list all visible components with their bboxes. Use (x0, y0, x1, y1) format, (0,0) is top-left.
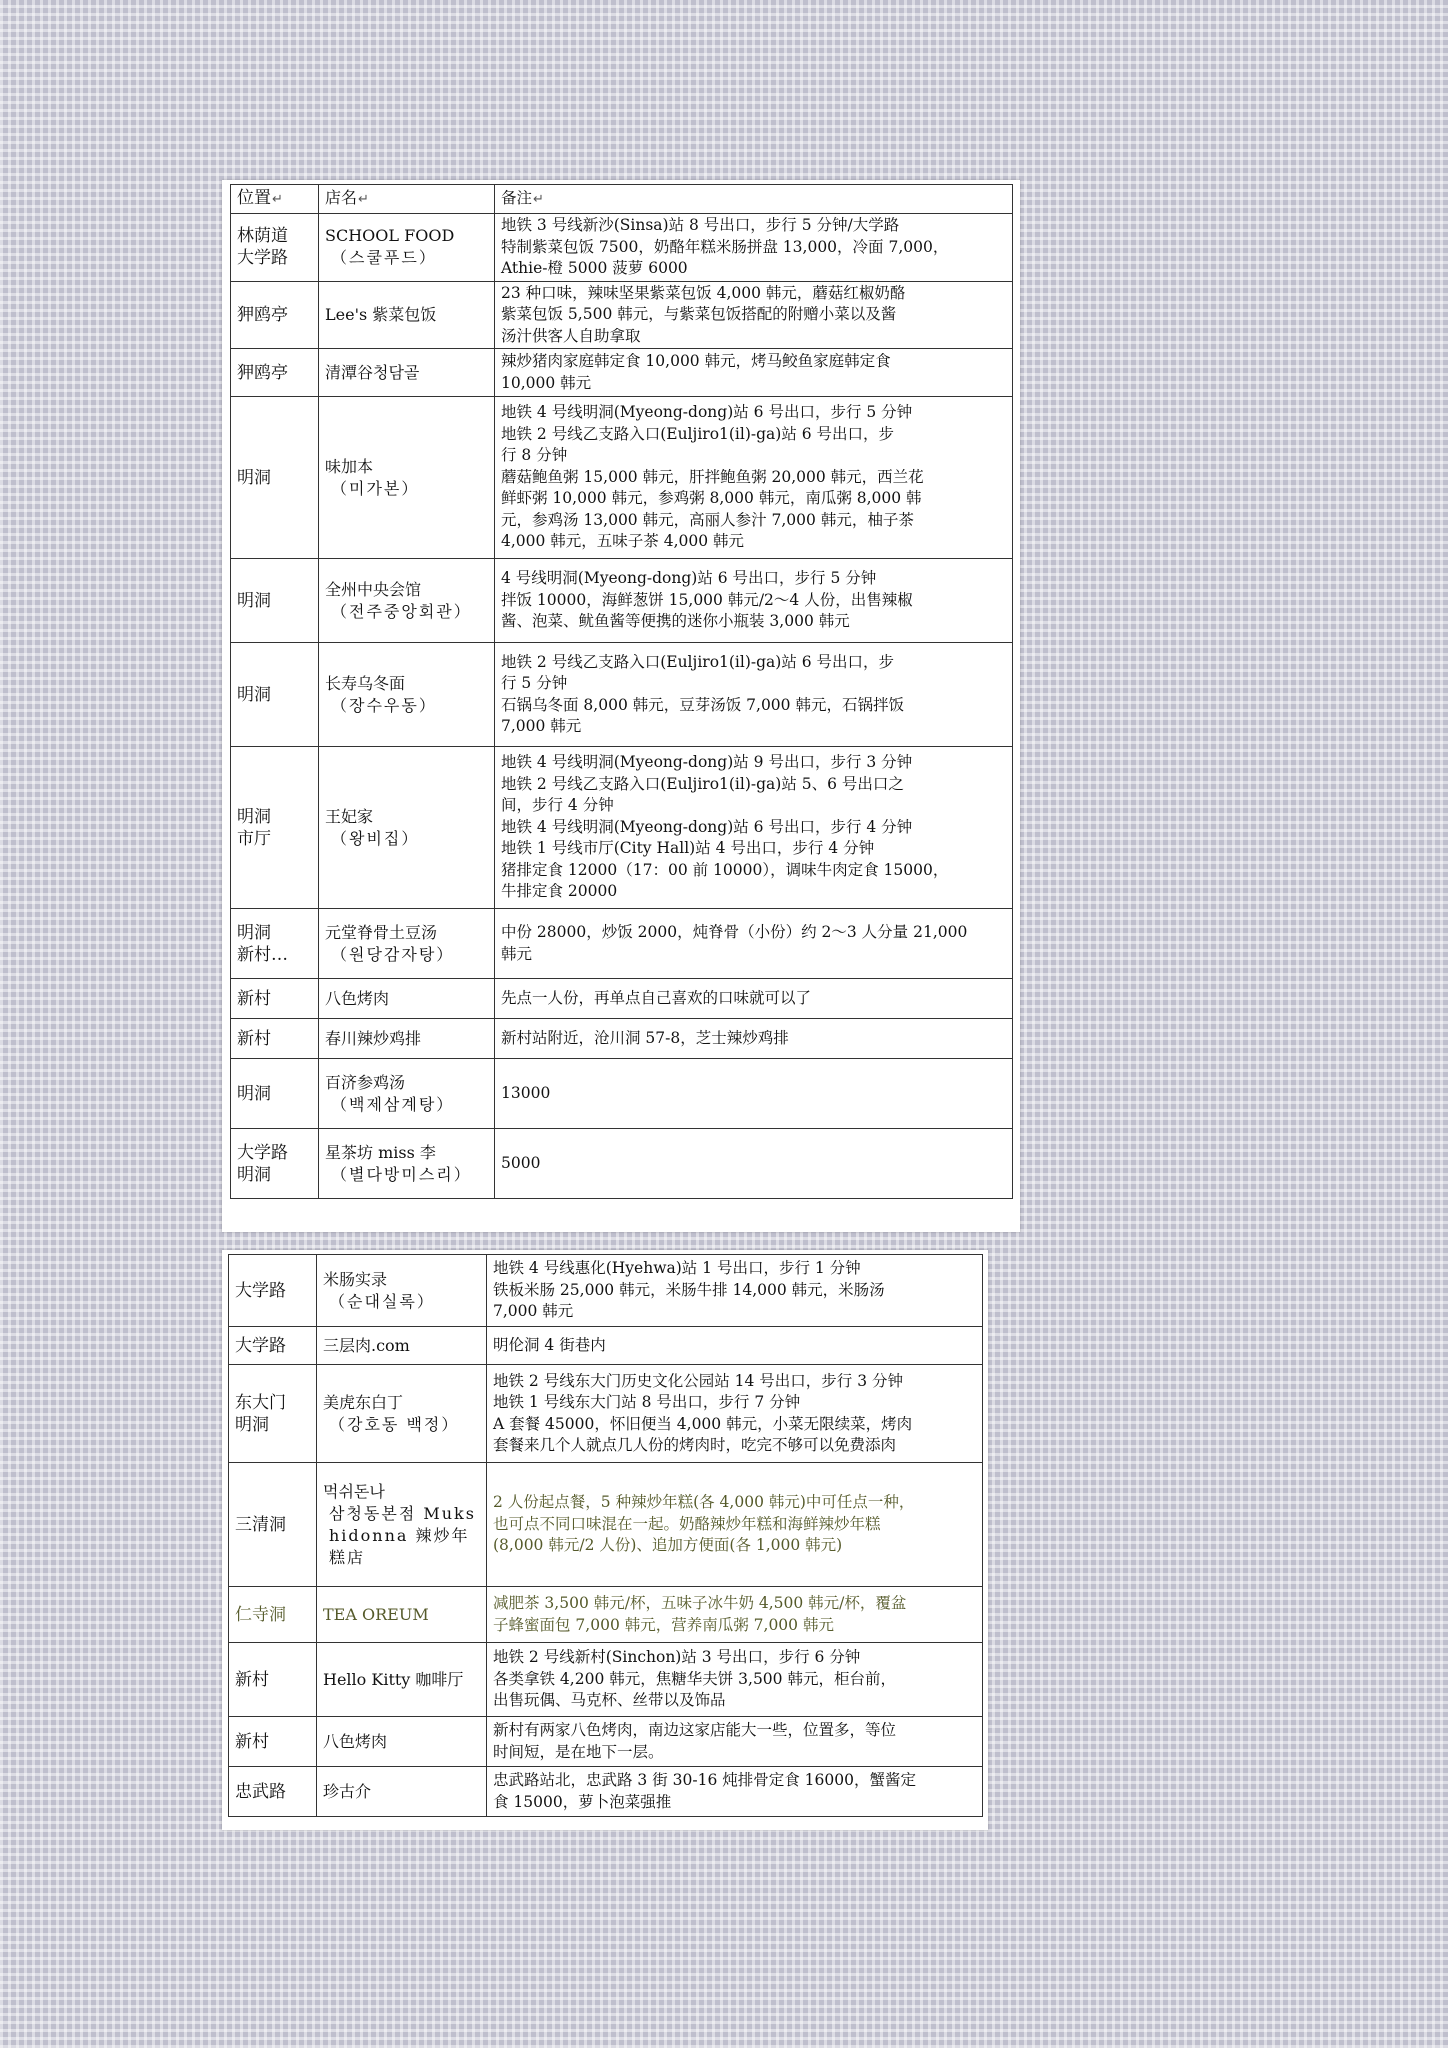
cell-line: 大学路 (235, 1335, 286, 1356)
cell-line: （스쿨푸드） (331, 248, 437, 268)
cell-line: 삼청동본점 Mukshidonna 辣炒年糕店 (329, 1503, 476, 1567)
cell-line: 新村有两家八色烤肉，南边这家店能大一些，位置多，等位 (493, 1721, 897, 1739)
cell-line: 23 种口味，辣味坚果紫菜包饭 4,000 韩元，蘑菇红椒奶酪 (501, 283, 906, 302)
cell-line: （강호동 백정） (329, 1414, 460, 1434)
restaurant-name-cell (319, 214, 495, 282)
cell-line: 春川辣炒鸡排 (325, 1028, 422, 1048)
cell-line: 中份 28000，炒饭 2000，炖脊骨（小份）约 2～3 人分量 21,000 (501, 923, 968, 941)
cell-line: 新村 (237, 988, 271, 1009)
note-cell (495, 909, 1013, 979)
cell-line: 2 人份起点餐，5 种辣炒年糕(各 4,000 韩元)中可任点一种， (493, 1493, 915, 1512)
table-row (231, 214, 1013, 282)
table-row (231, 1019, 1013, 1059)
cell-line: 长寿乌冬面 (325, 673, 406, 693)
location-cell (229, 1255, 317, 1327)
cell-line: 韩元 (501, 944, 533, 963)
note-cell (495, 747, 1013, 909)
cell-line: 新村 (237, 1028, 271, 1049)
cell-line: (8,000 韩元/2 人份)、追加方便面(各 1,000 韩元) (493, 1536, 843, 1555)
table-row (231, 979, 1013, 1019)
cell-line: 拌饭 10000，海鲜葱饼 15,000 韩元/2～4 人份，出售辣椒 (501, 590, 913, 609)
note-cell (487, 1255, 983, 1327)
cell-line: 狎鸥亭 (237, 362, 288, 383)
restaurant-name-cell (317, 1463, 487, 1587)
note-cell (495, 979, 1013, 1019)
table-row (229, 1463, 983, 1587)
cell-line: 猪排定食 12000（17：00 前 10000），调味牛肉定食 15000， (501, 860, 949, 879)
cell-line: 鲜虾粥 10,000 韩元，参鸡粥 8,000 韩元，南瓜粥 8,000 韩 (501, 489, 922, 508)
cell-line: 王妃家 (325, 806, 374, 826)
cell-line: 特制紫菜包饭 7500，奶酪年糕米肠拼盘 13,000，冷面 7,000， (501, 237, 949, 256)
cell-line: TEA OREUM (323, 1604, 429, 1624)
cell-line: 地铁 4 号线明洞(Myeong-dong)站 9 号出口，步行 3 分钟 (501, 753, 913, 772)
cell-line: 地铁 1 号线东大门站 8 号出口，步行 7 分钟 (493, 1393, 801, 1411)
note-cell (487, 1643, 983, 1717)
cell-line: Lee's 紫菜包饭 (325, 304, 437, 324)
header-name: 店名↵ (319, 185, 495, 214)
restaurant-name-cell (317, 1767, 487, 1817)
cell-line: 明洞 (235, 1414, 269, 1435)
cell-line: 13000 (501, 1083, 551, 1102)
document-page-2 (222, 1250, 988, 1830)
cell-line: （백제삼계탕） (331, 1094, 455, 1114)
cell-line: 明洞 (237, 467, 271, 488)
location-cell (229, 1327, 317, 1365)
cell-line: 먹쉬돈나 (323, 1481, 385, 1501)
cell-line: 4 号线明洞(Myeong-dong)站 6 号出口，步行 5 分钟 (501, 569, 877, 588)
location-cell (231, 397, 319, 559)
cell-line: 地铁 2 号线乙支路入口(Euljiro1(il)-ga)站 5、6 号出口之 (501, 774, 904, 793)
location-cell (231, 643, 319, 747)
table-row (231, 909, 1013, 979)
location-cell (229, 1365, 317, 1463)
table-row (231, 281, 1013, 349)
restaurant-name-cell (319, 1019, 495, 1059)
restaurant-name-cell (319, 979, 495, 1019)
restaurant-name-cell (317, 1365, 487, 1463)
cell-line: Athie-橙 5000 菠萝 6000 (501, 259, 688, 277)
cell-line: 清潭谷청담골 (325, 362, 420, 382)
cell-line: 子蜂蜜面包 7,000 韩元，营养南瓜粥 7,000 韩元 (493, 1615, 834, 1634)
cell-line: 明伦洞 4 街巷内 (493, 1335, 606, 1354)
restaurant-name-cell (319, 747, 495, 909)
cell-line: 间，步行 4 分钟 (501, 796, 614, 815)
location-cell (229, 1717, 317, 1767)
restaurant-table-1 (230, 184, 1013, 1199)
restaurant-table-2 (228, 1254, 983, 1817)
cell-line: （순대실록） (329, 1291, 435, 1311)
restaurant-name-cell (319, 643, 495, 747)
cell-line: 新村 (235, 1669, 269, 1690)
note-cell (495, 397, 1013, 559)
note-cell (495, 1019, 1013, 1059)
cell-line: （미가본） (331, 478, 420, 498)
cell-line: 元，参鸡汤 13,000 韩元，高丽人参汁 7,000 韩元，柚子茶 (501, 510, 914, 529)
location-cell (229, 1463, 317, 1587)
cell-line: 大学路 (235, 1280, 286, 1301)
cell-line: 三层肉.com (323, 1335, 410, 1355)
cell-line: 狎鸥亭 (237, 304, 288, 325)
table-row (231, 643, 1013, 747)
cell-line: 4,000 韩元，五味子茶 4,000 韩元 (501, 532, 745, 551)
cell-line: 星茶坊 miss 李 (325, 1142, 436, 1162)
table-row (229, 1587, 983, 1643)
cell-line: 忠武路 (235, 1781, 286, 1802)
table-row (231, 559, 1013, 643)
note-cell (495, 1059, 1013, 1129)
cell-line: 时间短，是在地下一层。 (493, 1742, 664, 1761)
cell-line: 辣炒猪肉家庭韩定食 10,000 韩元，烤马鲛鱼家庭韩定食 (501, 352, 891, 370)
restaurant-name-cell (317, 1255, 487, 1327)
cell-line: 八色烤肉 (325, 988, 390, 1008)
header-note: 备注↵ (495, 185, 1013, 214)
cell-line: 地铁 3 号线新沙(Sinsa)站 8 号出口，步行 5 分钟/大学路 (501, 216, 900, 234)
cell-line: 汤汁供客人自助拿取 (501, 326, 641, 345)
cell-line: 八色烤肉 (323, 1731, 388, 1751)
cell-line: 出售玩偶、马克杯、丝带以及饰品 (493, 1691, 726, 1710)
cell-line: 各类拿铁 4,200 韩元，焦糖华夫饼 3,500 韩元，柜台前， (493, 1669, 896, 1688)
table-row (231, 1129, 1013, 1199)
cell-line: 地铁 2 号线乙支路入口(Euljiro1(il)-ga)站 6 号出口，步 (501, 424, 895, 443)
note-cell (495, 643, 1013, 747)
location-cell (231, 747, 319, 909)
cell-line: 全州中央会馆 (325, 579, 422, 599)
cell-line: 明洞 (237, 684, 271, 705)
cell-line: 行 5 分钟 (501, 674, 568, 692)
note-cell (487, 1463, 983, 1587)
restaurant-name-cell (317, 1643, 487, 1717)
cell-line: 食 15000，萝卜泡菜强推 (493, 1792, 672, 1811)
cell-line: 大学路 (237, 248, 288, 269)
cell-line: 百济参鸡汤 (325, 1072, 406, 1092)
cell-line: 味加本 (325, 456, 374, 476)
table-row (229, 1365, 983, 1463)
restaurant-name-cell (319, 1129, 495, 1199)
cell-line: SCHOOL FOOD (325, 226, 455, 246)
restaurant-name-cell (319, 559, 495, 643)
cell-line: 仁寺洞 (235, 1604, 286, 1625)
location-cell (231, 1059, 319, 1129)
note-cell (495, 559, 1013, 643)
location-cell (229, 1643, 317, 1717)
cell-line: 米肠实录 (323, 1269, 388, 1289)
note-cell (495, 1129, 1013, 1199)
cell-line: 酱、泡菜、鱿鱼酱等便携的迷你小瓶装 3,000 韩元 (501, 612, 850, 631)
restaurant-name-cell (319, 281, 495, 349)
table-row (229, 1327, 983, 1365)
header-location: 位置↵ (231, 185, 319, 214)
restaurant-name-cell (319, 909, 495, 979)
cell-line: 紫菜包饭 5,500 韩元，与紫菜包饭搭配的附赠小菜以及酱 (501, 305, 897, 323)
cell-line: 先点一人份，再单点自己喜欢的口味就可以了 (501, 988, 812, 1007)
cell-line: 石锅乌冬面 8,000 韩元，豆芽汤饭 7,000 韩元，石锅拌饭 (501, 695, 904, 714)
cell-line: 地铁 4 号线惠化(Hyehwa)站 1 号出口，步行 1 分钟 (493, 1259, 861, 1278)
cell-line: 市厅 (237, 828, 271, 849)
document-page-1 (222, 180, 1020, 1232)
note-cell (495, 281, 1013, 349)
cell-line: 明洞 (237, 806, 271, 827)
cell-line: 大学路 (237, 1142, 288, 1163)
restaurant-name-cell (317, 1327, 487, 1365)
location-cell (231, 909, 319, 979)
cell-line: （전주중앙회관） (331, 601, 472, 621)
note-cell (487, 1365, 983, 1463)
cell-line: 新村… (237, 944, 288, 965)
cell-line: 地铁 1 号线市厅(City Hall)站 4 号出口，步行 4 分钟 (501, 839, 875, 858)
cell-line: 明洞 (237, 922, 271, 943)
location-cell (231, 349, 319, 397)
cell-line: 珍古介 (323, 1781, 372, 1801)
cell-line: 新村站附近，沧川洞 57-8，芝士辣炒鸡排 (501, 1028, 789, 1047)
cell-line: 地铁 2 号线东大门历史文化公园站 14 号出口，步行 3 分钟 (493, 1371, 904, 1390)
cell-line: 铁板米肠 25,000 韩元，米肠牛排 14,000 韩元，米肠汤 (493, 1280, 885, 1299)
cell-line: 三清洞 (235, 1514, 286, 1535)
restaurant-name-cell (319, 397, 495, 559)
cell-line: 忠武路站北，忠武路 3 街 30-16 炖排骨定食 16000，蟹酱定 (493, 1771, 916, 1789)
cell-line: A 套餐 45000，怀旧便当 4,000 韩元，小菜无限续菜，烤肉 (493, 1414, 913, 1433)
note-cell (487, 1587, 983, 1643)
cell-line: Hello Kitty 咖啡厅 (323, 1669, 464, 1689)
restaurant-name-cell (317, 1587, 487, 1643)
table-row (229, 1717, 983, 1767)
cell-line: （별다방미스리） (331, 1164, 472, 1184)
location-cell (231, 281, 319, 349)
cell-line: 5000 (501, 1153, 541, 1172)
table-row (229, 1767, 983, 1817)
restaurant-name-cell (319, 1059, 495, 1129)
cell-line: 行 8 分钟 (501, 446, 568, 465)
cell-line: 10,000 韩元 (501, 373, 592, 392)
note-cell (495, 349, 1013, 397)
table-row (229, 1643, 983, 1717)
location-cell (229, 1587, 317, 1643)
cell-line: 地铁 2 号线乙支路入口(Euljiro1(il)-ga)站 6 号出口，步 (501, 652, 895, 671)
cell-line: （원당감자탕） (331, 944, 455, 964)
cell-line: 也可点不同口味混在一起。奶酪辣炒年糕和海鲜辣炒年糕 (493, 1514, 881, 1533)
location-cell (229, 1767, 317, 1817)
restaurant-name-cell (319, 349, 495, 397)
location-cell (231, 979, 319, 1019)
location-cell (231, 214, 319, 282)
cell-line: 减肥茶 3,500 韩元/杯，五味子冰牛奶 4,500 韩元/杯，覆盆 (493, 1594, 907, 1612)
cell-line: 7,000 韩元 (493, 1302, 574, 1321)
cell-line: 明洞 (237, 590, 271, 611)
note-cell (495, 214, 1013, 282)
table-row (231, 747, 1013, 909)
cell-line: 明洞 (237, 1083, 271, 1104)
note-cell (487, 1327, 983, 1365)
cell-line: 新村 (235, 1731, 269, 1752)
cell-line: 地铁 4 号线明洞(Myeong-dong)站 6 号出口，步行 4 分钟 (501, 817, 913, 836)
cell-line: 套餐来几个人就点几人份的烤肉时，吃完不够可以免费添肉 (493, 1436, 897, 1454)
cell-line: 地铁 2 号线新村(Sinchon)站 3 号出口，步行 6 分钟 (493, 1648, 861, 1667)
location-cell (231, 1129, 319, 1199)
cell-line: 东大门 (235, 1392, 286, 1413)
table-row (231, 1059, 1013, 1129)
note-cell (487, 1717, 983, 1767)
note-cell (487, 1767, 983, 1817)
cell-line: 蘑菇鲍鱼粥 15,000 韩元，肝拌鲍鱼粥 20,000 韩元，西兰花 (501, 467, 924, 486)
cell-line: 美虎东白丁 (323, 1392, 404, 1412)
cell-line: 7,000 韩元 (501, 717, 582, 735)
cell-line: 明洞 (237, 1164, 271, 1185)
cell-line: （장수우동） (331, 695, 437, 715)
cell-line: （왕비집） (331, 828, 420, 848)
table-row (231, 349, 1013, 397)
location-cell (231, 1019, 319, 1059)
cell-line: 林荫道 (237, 226, 288, 247)
table-header-row (231, 185, 1013, 214)
table-row (231, 397, 1013, 559)
location-cell (231, 559, 319, 643)
cell-line: 地铁 4 号线明洞(Myeong-dong)站 6 号出口，步行 5 分钟 (501, 403, 913, 422)
cell-line: 牛排定食 20000 (501, 882, 618, 901)
cell-line: 元堂脊骨土豆汤 (325, 922, 438, 942)
restaurant-name-cell (317, 1717, 487, 1767)
table-row (229, 1255, 983, 1327)
